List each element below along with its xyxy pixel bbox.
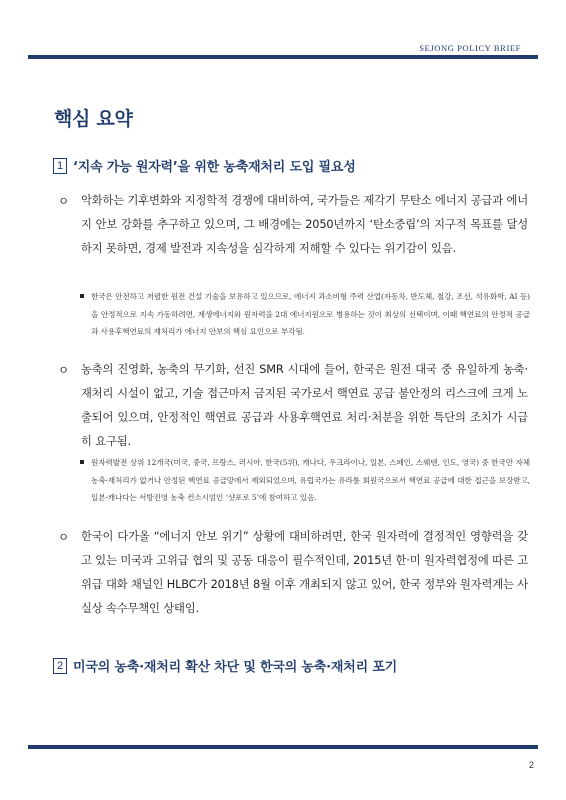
sub-note (80, 288, 530, 341)
sub-note (80, 454, 530, 507)
sub-note-text: 원자력발전 상위 12개국(미국, 중국, 프랑스, 러시아, 한국(5위), 캐나다, 우크라이나, 일본, 스페인, 스웨덴, 인도, 영국) 중 한국만 자체 농축·재처리가 없거나 안정된 핵연료 공급망에서 제외되었으며, 유럽국가는 유라톰 회원국으로서 핵연료 공급에 대한 접근을 보장받고, 일본·캐나다는 서방진영 농축 컨소시엄인 ‘샷포로 5’에 참여하고 있음. (91, 458, 530, 503)
bullet-paragraph (58, 525, 528, 621)
header-brand: SEJONG POLICY BRIEF (419, 43, 521, 53)
subsection-heading-1 (53, 156, 356, 175)
header-rule (28, 55, 538, 59)
bullet-text: 악화하는 기후변화와 지정학적 경쟁에 대비하여, 국가들은 제각기 무탄소 에너지 공급과 에너지 안보 강화를 추구하고 있으며, 그 배경에는 2050년까지 ‘탄소중립’의 지구적 목표를 달성하지 못하면, 경제 발전과 지속성을 심각하게 저해할 수 있다는 위기감이 있음. (81, 194, 528, 255)
subsection-title: 미국의 농축·재처리 확산 차단 및 한국의 농축·재처리 포기 (73, 660, 397, 675)
bullet-marker: ㅇ (58, 530, 70, 544)
square-bullet-icon (80, 460, 84, 464)
square-bullet-icon (80, 294, 84, 298)
bullet-marker: ㅇ (58, 194, 70, 208)
section-number-box: 2 (53, 658, 67, 674)
bullet-text: 한국이 다가올 “에너지 안보 위기” 상황에 대비하려면, 한국 원자력에 결정적인 영향력을 갖고 있는 미국과 고위급 협의 및 공동 대응이 필수적인데, 2015년 한·미 원자력협정에 따른 고위급 대화 채널인 HLBC가 2018년 8월 이후 개최되지 않고 있어, 한국 정부와 원자력계는 사실상 속수무책인 상태임. (81, 530, 528, 615)
bullet-paragraph (58, 358, 528, 454)
footer-rule (28, 745, 538, 749)
bullet-paragraph (58, 189, 528, 261)
subsection-title: ‘지속 가능 원자력’을 위한 농축재처리 도입 필요성 (73, 160, 356, 175)
subsection-heading-2 (53, 656, 397, 675)
sub-note-text: 한국은 안전하고 저렴한 원전 건설 기술을 보유하고 있으므로, 에너지 과소비형 주력 산업(자동차, 반도체, 철강, 조선, 석유화학, AI 등)을 안정적으로 지속 가동하려면, 재생에너지와 원자력을 2대 에너지원으로 병용하는 것이 최상의 선택이며, 이때 핵연료의 안정적 공급과 사용후핵연료의 재처리가 에너지 안보의 핵심 요인으로 부각됨. (91, 292, 530, 337)
section-number-box: 1 (53, 158, 67, 174)
bullet-text: 농축의 진영화, 농축의 무기화, 선진 SMR 시대에 들어, 한국은 원전 대국 중 유일하게 농축·재처리 시설이 없고, 기술 접근마저 금지된 국가로서 핵연료 공급 불안정의 리스크에 크게 노출되어 있으며, 안정적인 핵연료 공급과 사용후핵연료 처리·처분을 위한 특단의 조치가 시급히 요구됨. (81, 363, 528, 448)
bullet-marker: ㅇ (58, 363, 70, 377)
page-title: 핵심 요약 (54, 108, 133, 130)
page-number: 2 (528, 760, 534, 770)
